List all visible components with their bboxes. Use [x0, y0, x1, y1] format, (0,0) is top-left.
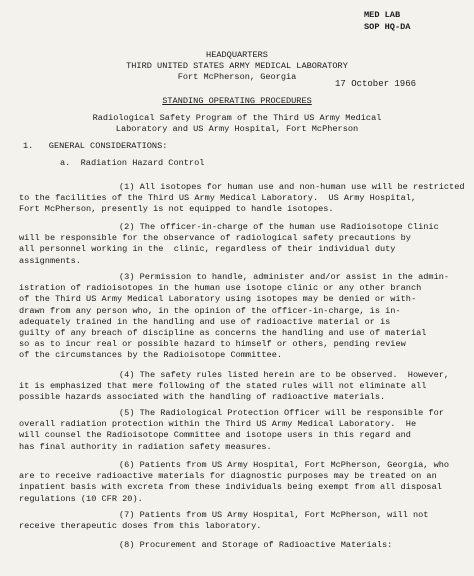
- subsection-a-heading: a. Radiation Hazard Control: [60, 158, 205, 168]
- paragraph-2: [19, 222, 461, 267]
- paragraph-5-line: will counsel the Radioisotope Committee and isotope users in this regard and: [19, 430, 411, 441]
- paragraph-2-line: assignments.: [19, 255, 81, 266]
- paragraph-4: [19, 370, 461, 404]
- paragraph-4-line: possible hazards associated with the handling of radioactive materials.: [19, 392, 386, 403]
- section-1-heading: 1. GENERAL CONSIDERATIONS:: [23, 141, 168, 151]
- heading-line-3: Fort McPherson, Georgia: [177, 72, 297, 82]
- paragraph-3-line: drawn from any person who, in the opinion of the officer-in-charge, is in-: [19, 305, 401, 316]
- paragraph-7-line: (7) Patients from US Army Hospital, Fort McPherson, will not: [119, 510, 429, 520]
- paragraph-5-line: overall radiation protection within the Third US Army Medical Laboratory. He: [19, 419, 417, 430]
- paragraph-6: [19, 460, 461, 505]
- paragraph-1-line: to the facilities of the Third US Army Medical Laboratory. US Army Hospital,: [19, 193, 417, 204]
- paragraph-2-line: all personnel working in the clinic, regardless of their individual duty: [19, 244, 396, 255]
- paragraph-3-line: (3) Permission to handle, administer and/or assist in the admin-: [119, 272, 450, 282]
- paragraph-3: [19, 272, 461, 362]
- doc-ref-line-2: SOP HQ-DA: [364, 22, 411, 32]
- paragraph-3-line: of the circumstances by the Radioisotope Committee.: [19, 350, 283, 361]
- paragraph-1-line: (1) All isotopes for human use and non-human use will be restricted: [119, 182, 465, 192]
- paragraph-6-line: are to receive radioactive materials for diagnostic purposes may be treated on an: [19, 471, 437, 482]
- paragraph-4-line: (4) The safety rules listed herein are to be observed. However,: [119, 370, 450, 380]
- subtitle-line-2: Laboratory and US Army Hospital, Fort McPherson: [115, 124, 359, 134]
- paragraph-6-line: (6) Patients from US Army Hospital, Fort McPherson, Georgia, who: [119, 460, 450, 470]
- document-title: STANDING OPERATING PROCEDURES: [162, 96, 312, 106]
- heading-line-1: HEADQUARTERS: [206, 50, 268, 60]
- paragraph-3-line: adequately trained in the handling and use of radioactive material or is: [19, 316, 391, 327]
- paragraph-8: [19, 540, 461, 551]
- paragraph-3-line: so as to incur real or possible hazard to himself or others, pending review: [19, 339, 406, 350]
- doc-ref-line-1: MED LAB: [364, 10, 401, 20]
- heading-line-2: THIRD UNITED STATES ARMY MEDICAL LABORATORY: [126, 61, 348, 71]
- paragraph-8-heading: (8) Procurement and Storage of Radioactive Materials:: [119, 540, 393, 550]
- paragraph-1-line: Fort McPherson, presently is not equipped to handle isotopes.: [19, 204, 334, 215]
- paragraph-1: [19, 182, 465, 216]
- paragraph-2-line: (2) The officer-in-charge of the human use Radioisotope Clinic: [119, 222, 439, 232]
- subtitle-line-1: Radiological Safety Program of the Third US Army Medical: [92, 113, 382, 123]
- paragraph-5: [19, 408, 461, 453]
- paragraph-6-line: inpatient basis with excreta from these individuals being exempt from all disposal: [19, 482, 442, 493]
- paragraph-3-line: istration of radioisotopes in the human use isotope clinic or any other branch: [19, 283, 422, 294]
- paragraph-7: [19, 510, 461, 532]
- paragraph-3-line: guilty of any breach of discipline as concerns the handling and use of material: [19, 328, 427, 339]
- paragraph-2-line: will be responsible for the observance of radiological safety precautions by: [19, 233, 411, 244]
- paragraph-3-line: of the Third US Army Medical Laboratory using isotopes may be denied or with-: [19, 294, 417, 305]
- paragraph-6-line: regulations (10 CFR 20).: [19, 493, 143, 504]
- paragraph-4-line: it is emphasized that mere following of the stated rules will not eliminate all: [19, 381, 427, 392]
- paragraph-7-line: receive therapeutic doses from this laboratory.: [19, 521, 262, 532]
- document-date: 17 October 1966: [335, 79, 417, 89]
- paragraph-5-line: (5) The Radiological Protection Officer will be responsible for: [119, 408, 444, 418]
- paragraph-5-line: has final authority in radiation safety measures.: [19, 441, 272, 452]
